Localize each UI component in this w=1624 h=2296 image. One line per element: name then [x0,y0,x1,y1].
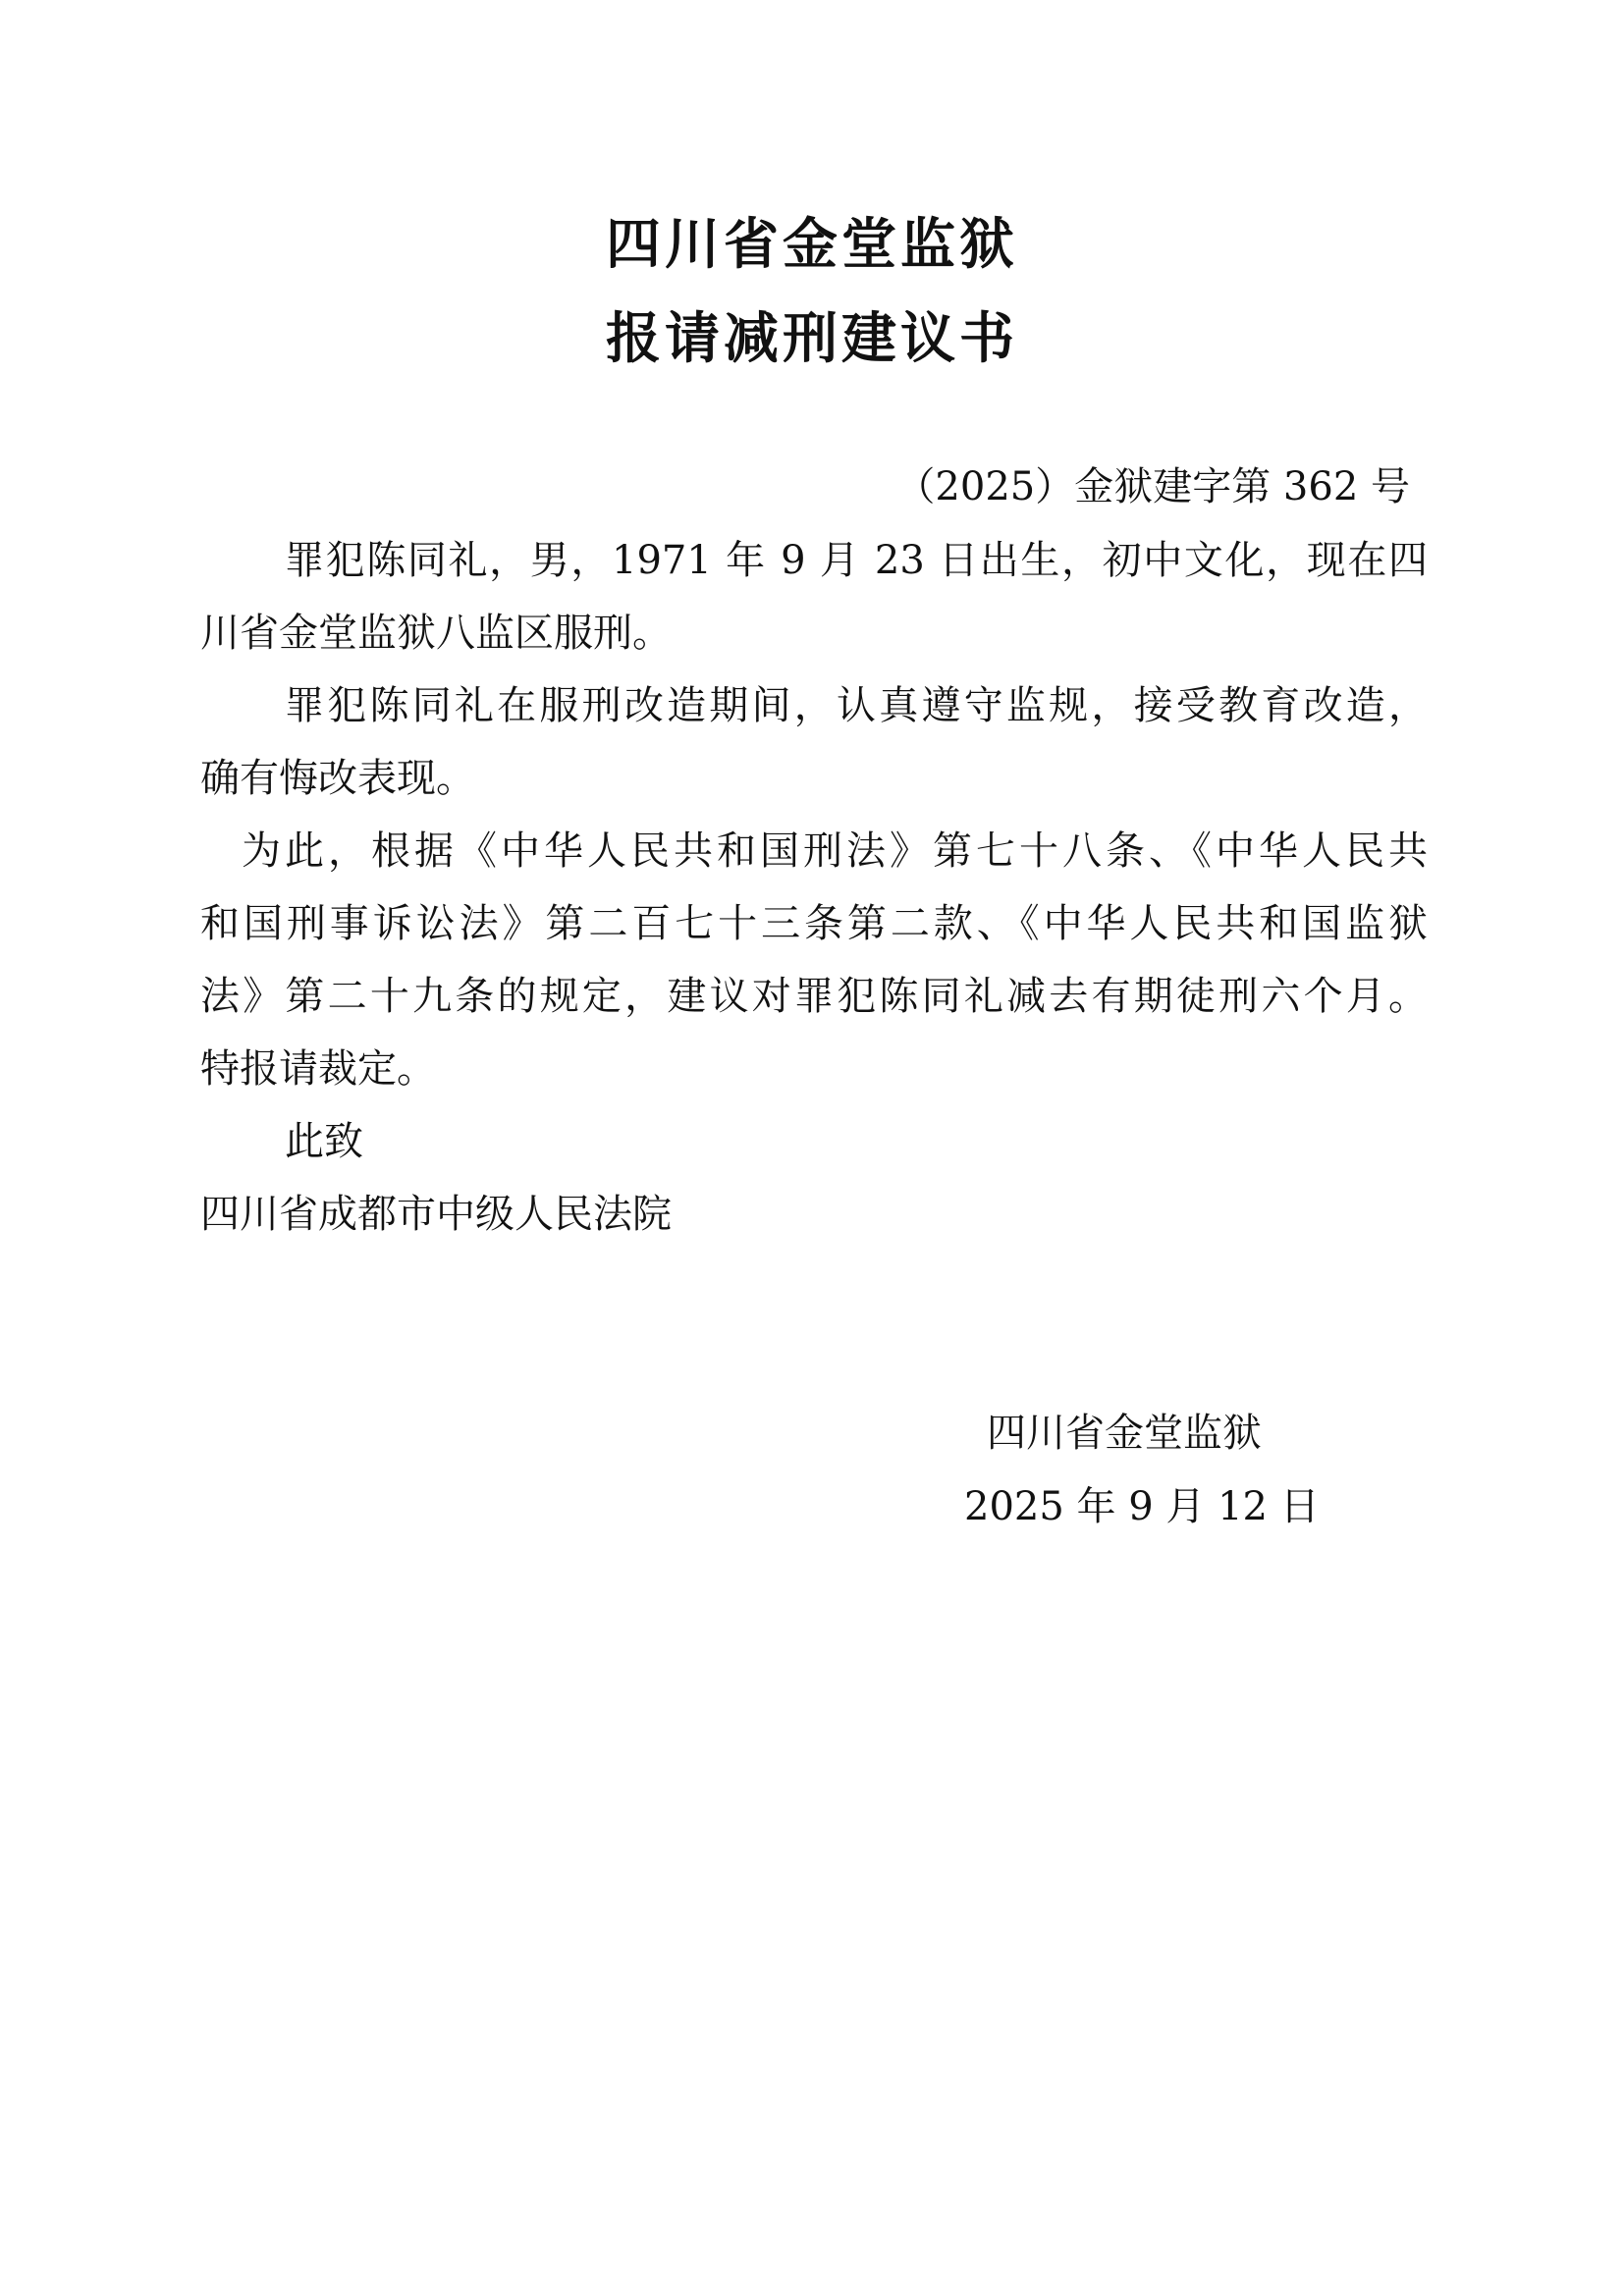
recipient: 四川省成都市中级人民法院 [200,1192,672,1237]
paragraph-1-line-1: 罪犯陈同礼，男，1971 年 9 月 23 日出生，初中文化，现在四 [285,538,1428,583]
org-title: 四川省金堂监狱 [606,213,1018,277]
document-title: 报请减刑建议书 [606,307,1018,371]
paragraph-2-line-2: 确有悔改表现。 [200,756,475,801]
salutation: 此致 [285,1119,363,1164]
document-number: （2025）金狱建字第 362 号 [895,464,1410,509]
signature-org: 四川省金堂监狱 [987,1411,1262,1456]
paragraph-2-line-1: 罪犯陈同礼在服刑改造期间，认真遵守监规，接受教育改造， [285,683,1428,728]
paragraph-3-line-1: 为此，根据《中华人民共和国刑法》第七十八条、《中华人民共 [242,828,1428,874]
paragraph-3-line-4: 特报请裁定。 [200,1046,436,1092]
paragraph-3-line-2: 和国刑事诉讼法》第二百七十三条第二款、《中华人民共和国监狱 [200,901,1428,946]
signature-date: 2025 年 9 月 12 日 [964,1484,1320,1529]
paragraph-1-line-2: 川省金堂监狱八监区服刑。 [200,611,672,656]
paragraph-3-line-3: 法》第二十九条的规定，建议对罪犯陈同礼减去有期徒刑六个月。 [200,974,1428,1019]
